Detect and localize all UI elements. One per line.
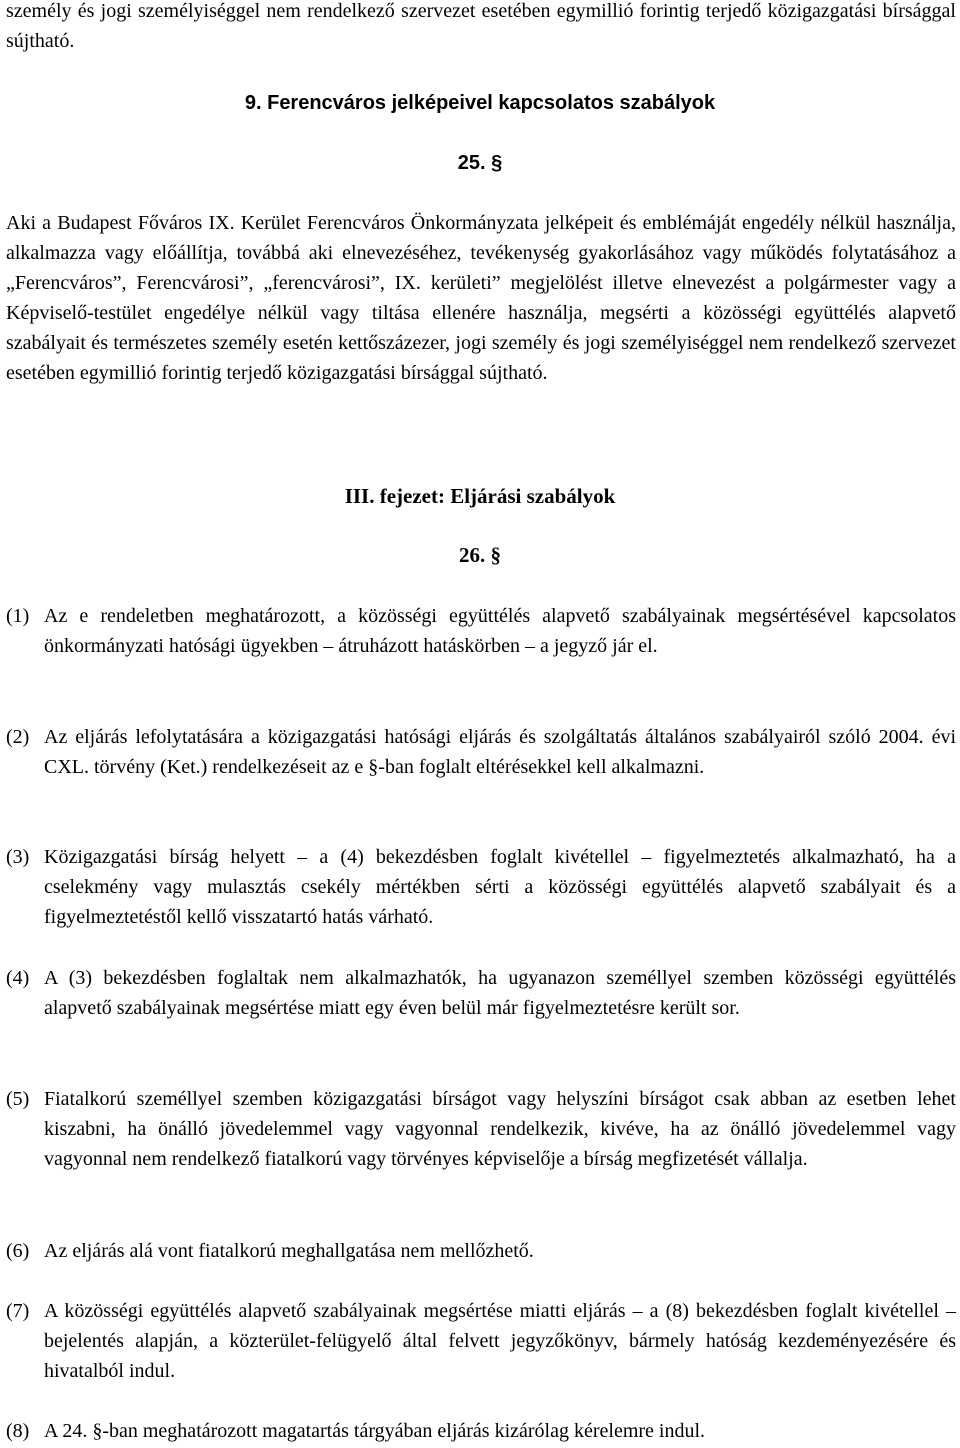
paragraph-3 [6, 842, 956, 932]
paragraph-4 [6, 963, 956, 1023]
chapter-heading: III. fejezet: Eljárási szabályok [344, 484, 616, 508]
paragraph-text: Fiatalkorú személlyel szemben közigazgatási bírságot vagy helyszíni bírságot csak abban az esetben lehet kiszabni, ha önálló jövedelemmel vagy vagyonnal rendelkezik, kivéve, ha az önálló jövedelemmel vagy vagyonnal nem rendelkező fiatalkorú vagy törvényes képviselője a bírság megfizetését vállalja. [44, 1088, 956, 1170]
section-9-heading: 9. Ferencváros jelképeivel kapcsolatos szabályok [244, 92, 716, 114]
section-26-heading: 26. § [459, 543, 501, 567]
paragraph-8 [6, 1416, 956, 1446]
paragraph-number: (5) [6, 1088, 30, 1110]
section-25-heading: 25. § [457, 152, 503, 174]
paragraph-number: (8) [6, 1420, 30, 1442]
paragraph-7 [6, 1296, 956, 1386]
top-fragment-paragraph: személy és jogi személyiséggel nem rendelkező szervezet esetében egymillió forintig terjedő közigazgatási bírsággal sújtható. [6, 0, 956, 52]
paragraph-text: A (3) bekezdésben foglaltak nem alkalmazhatók, ha ugyanazon személlyel szemben közösségi együttélés alapvető szabályainak megsértése miatt egy éven belül már figyelmeztetésre került sor. [44, 967, 956, 1019]
paragraph-5 [6, 1084, 956, 1174]
section-25-text: Aki a Budapest Főváros IX. Kerület Ferencváros Önkormányzata jelképeit és emblémáját engedély nélkül használja, alkalmazza vagy előállítja, továbbá aki elnevezéséhez, tevékenység gyakorlásához vagy működés folytatásához a „Ferencváros”, Ferencvárosi”, „ferencvárosi”, IX. kerületi” megjelölést illetve elnevezést a polgármester vagy a Képviselő-testület engedélye nélkül vagy tiltása ellenére használja, megsérti a közösségi együttélés alapvető szabályait és természetes személy esetén kettőszázezer, jogi személy és jogi személyiséggel nem rendelkező szervezet esetében egymillió forintig terjedő közigazgatási bírsággal sújtható. [6, 212, 956, 384]
paragraph-number: (3) [6, 846, 30, 868]
paragraph-text: A közösségi együttélés alapvető szabályainak megsértése miatti eljárás – a (8) bekezdésben foglalt kivétellel – bejelentés alapján, a közterület-felügyelő által felvett jegyzőkönyv, bármely hatóság kezdeményezésére és hivatalból indul. [44, 1300, 956, 1382]
paragraph-number: (2) [6, 726, 30, 748]
paragraph-number: (4) [6, 967, 30, 989]
paragraph-text: Közigazgatási bírság helyett – a (4) bekezdésben foglalt kivétellel – figyelmeztetés alkalmazható, ha a cselekmény vagy mulasztás csekély mértékben sérti a közösségi együttélés alapvető szabályait és a figyelmeztetéstől kellő visszatartó hatás várható. [44, 846, 956, 928]
paragraph-number: (7) [6, 1300, 30, 1322]
paragraph-text: Az e rendeletben meghatározott, a közösségi együttélés alapvető szabályainak megsértésével kapcsolatos önkormányzati hatósági ügyekben – átruházott hatáskörben – a jegyző jár el. [44, 605, 956, 657]
paragraph-text: Az eljárás alá vont fiatalkorú meghallgatása nem mellőzhető. [44, 1240, 534, 1262]
paragraph-number: (6) [6, 1240, 30, 1262]
paragraph-number: (1) [6, 605, 30, 627]
paragraph-2 [6, 722, 956, 782]
paragraph-text: A 24. §-ban meghatározott magatartás tárgyában eljárás kizárólag kérelemre indul. [44, 1420, 706, 1442]
paragraph-text: Az eljárás lefolytatására a közigazgatási hatósági eljárás és szolgáltatás általános szabályairól szóló 2004. évi CXL. törvény (Ket.) rendelkezéseit az e §-ban foglalt eltérésekkel kell alkalmazni. [44, 726, 956, 778]
paragraph-6 [6, 1236, 956, 1266]
paragraph-1 [6, 601, 956, 661]
